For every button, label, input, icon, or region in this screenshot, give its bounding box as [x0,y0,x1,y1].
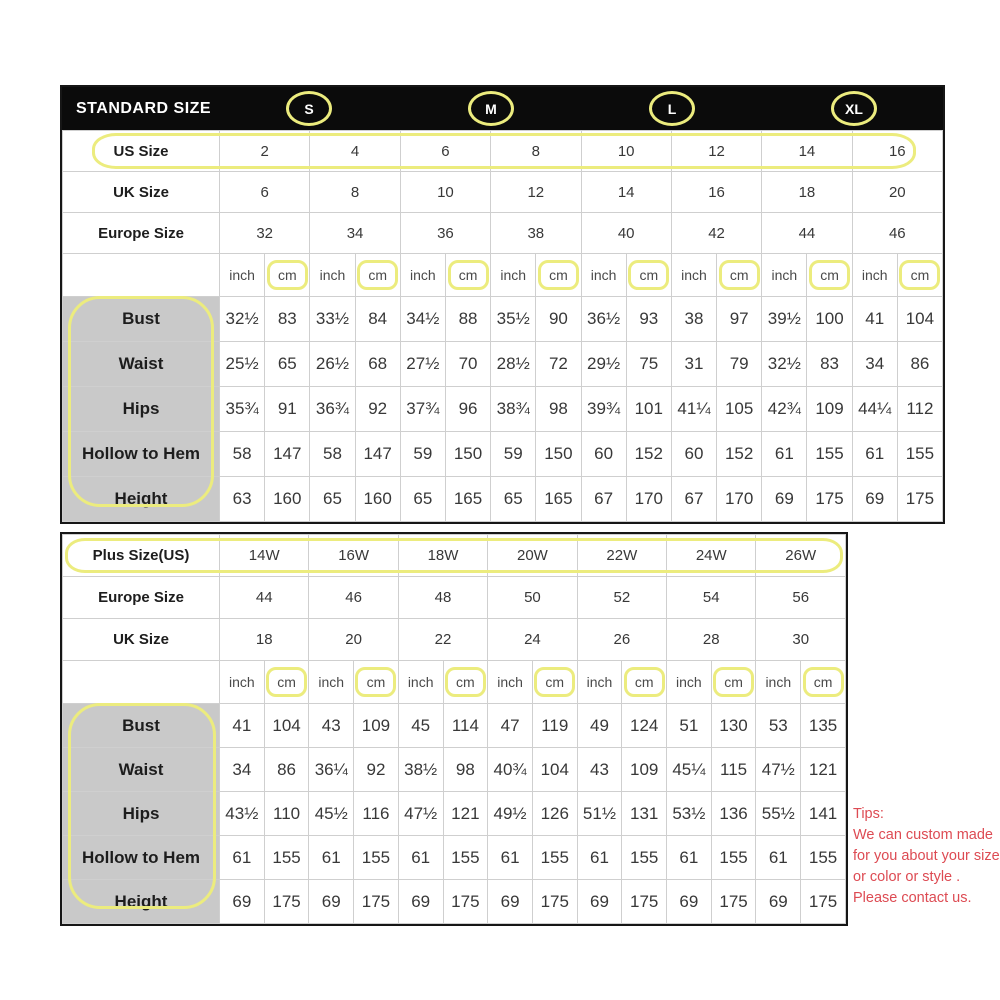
measure-value: 69 [762,477,807,522]
size-value: 20 [852,172,942,213]
measure-value: 70 [445,342,490,387]
measure-value: 147 [355,432,400,477]
size-value: 28 [667,619,756,661]
size-value: 6 [220,172,310,213]
cm-unit-cell [536,254,581,297]
measure-value: 175 [443,880,488,924]
cm-unit-cell [711,661,756,704]
measure-value: 47½ [756,748,801,792]
size-value: 44 [220,577,309,619]
cm-unit-cell [801,661,846,704]
measure-value: 170 [626,477,671,522]
measure-row-label: Hollow to Hem [63,836,220,880]
measure-value: 43 [309,704,354,748]
measure-value: 27½ [400,342,445,387]
measure-value: 36¾ [310,387,355,432]
measure-value: 175 [897,477,942,522]
measure-value: 155 [807,432,852,477]
measure-row-label: Hips [63,387,220,432]
measure-value: 109 [807,387,852,432]
measure-value: 124 [622,704,667,748]
inch-unit-cell: inch [491,254,536,297]
size-value: 56 [756,577,846,619]
measure-value: 47 [488,704,533,748]
inch-unit-cell: inch [220,254,265,297]
size-value: 22 [398,619,487,661]
inch-unit-cell: inch [762,254,807,297]
cm-highlight-box: cm [809,260,850,290]
size-value: 32 [220,213,310,254]
measure-value: 160 [265,477,310,522]
measure-row-label: Bust [63,297,220,342]
measure-value: 150 [445,432,490,477]
measure-value: 61 [577,836,622,880]
measure-value: 126 [532,792,577,836]
measure-value: 104 [897,297,942,342]
measure-value: 130 [711,704,756,748]
measure-row [63,836,846,880]
measure-row-label: Waist [63,748,220,792]
measure-value: 49 [577,704,622,748]
size-value: 8 [310,172,400,213]
size-value: 18W [398,535,487,577]
measure-value: 155 [354,836,399,880]
size-value: 24W [667,535,756,577]
size-value: 42 [671,213,761,254]
measure-value: 69 [220,880,265,924]
measure-row [63,477,943,522]
measure-value: 175 [807,477,852,522]
measure-value: 55½ [756,792,801,836]
measure-value: 92 [355,387,400,432]
measure-value: 104 [264,704,309,748]
cm-highlight-box: cm [713,667,754,697]
size-value: 4 [310,131,400,172]
measure-value: 90 [536,297,581,342]
measure-value: 175 [711,880,756,924]
measure-value: 165 [536,477,581,522]
cm-highlight-box: cm [445,667,486,697]
cm-unit-cell [626,254,671,297]
size-value: 12 [671,131,761,172]
measure-value: 32½ [220,297,265,342]
measure-value: 131 [622,792,667,836]
measure-value: 34 [220,748,265,792]
measure-value: 84 [355,297,400,342]
size-value: 46 [309,577,398,619]
measure-value: 35¾ [220,387,265,432]
measure-value: 61 [220,836,265,880]
measure-value: 115 [711,748,756,792]
measure-row [63,432,943,477]
size-value: 48 [398,577,487,619]
size-row [63,577,846,619]
measure-row [63,342,943,387]
cm-unit-cell [354,661,399,704]
measure-value: 155 [264,836,309,880]
measure-value: 49½ [488,792,533,836]
size-value: 16W [309,535,398,577]
size-value: 38 [491,213,581,254]
measure-value: 69 [756,880,801,924]
tips-title: Tips: [853,806,884,822]
size-value: 34 [310,213,400,254]
measure-value: 61 [667,836,712,880]
inch-unit-cell: inch [310,254,355,297]
measure-row-label: Hollow to Hem [63,432,220,477]
measure-value: 135 [801,704,846,748]
measure-value: 34½ [400,297,445,342]
size-value: 14 [581,172,671,213]
measure-value: 51 [667,704,712,748]
measure-value: 40¾ [488,748,533,792]
measure-value: 72 [536,342,581,387]
measure-value: 60 [671,432,716,477]
measure-value: 31 [671,342,716,387]
plus-size-table [60,532,848,926]
measure-value: 170 [717,477,762,522]
size-row-label: UK Size [63,619,220,661]
inch-unit-cell: inch [852,254,897,297]
inch-unit-cell: inch [581,254,626,297]
measure-value: 88 [445,297,490,342]
measure-row-label: Height [63,477,220,522]
measure-value: 86 [897,342,942,387]
measure-value: 42¾ [762,387,807,432]
measure-row [63,387,943,432]
size-row [63,619,846,661]
measure-value: 101 [626,387,671,432]
measure-value: 69 [852,477,897,522]
measure-value: 67 [581,477,626,522]
size-value: 30 [756,619,846,661]
inch-unit-cell: inch [667,661,712,704]
measure-value: 39½ [762,297,807,342]
measure-value: 136 [711,792,756,836]
cm-highlight-box: cm [538,260,579,290]
measure-row [63,297,943,342]
measure-value: 69 [667,880,712,924]
measure-value: 65 [310,477,355,522]
measure-value: 92 [354,748,399,792]
measure-value: 39¾ [581,387,626,432]
measure-value: 79 [717,342,762,387]
measure-value: 152 [626,432,671,477]
measure-value: 26½ [310,342,355,387]
tips-line-4: Please contact us. [853,890,972,907]
cm-unit-cell [445,254,490,297]
unit-row-label-empty [63,661,220,704]
measure-value: 175 [264,880,309,924]
cm-highlight-box: cm [266,667,307,697]
tips-line-2: for you about your size [853,848,1000,865]
cm-highlight-box: cm [628,260,669,290]
measure-value: 155 [532,836,577,880]
size-value: 44 [762,213,852,254]
size-row-label: Europe Size [63,577,220,619]
unit-row-label-empty [63,254,220,297]
measure-value: 116 [354,792,399,836]
measure-row [63,748,846,792]
size-row-label: Plus Size(US) [63,535,220,577]
measure-value: 43 [577,748,622,792]
size-value: 14W [220,535,309,577]
measure-value: 93 [626,297,671,342]
size-value: 54 [667,577,756,619]
measure-value: 69 [309,880,354,924]
measure-value: 61 [762,432,807,477]
cm-unit-cell [443,661,488,704]
size-row-label: Europe Size [63,213,220,254]
measure-value: 155 [801,836,846,880]
measure-value: 110 [264,792,309,836]
measure-value: 114 [443,704,488,748]
measure-value: 41 [852,297,897,342]
cm-highlight-box: cm [448,260,489,290]
size-row [63,172,943,213]
measure-value: 34 [852,342,897,387]
size-row-label: US Size [63,131,220,172]
size-value: 18 [220,619,309,661]
cm-highlight-box: cm [355,667,396,697]
measure-value: 160 [355,477,400,522]
unit-row [63,254,943,297]
measure-value: 68 [355,342,400,387]
measure-value: 61 [756,836,801,880]
measure-value: 112 [897,387,942,432]
measure-value: 38 [671,297,716,342]
measure-value: 43½ [220,792,265,836]
size-value: 46 [852,213,942,254]
cm-highlight-box: cm [534,667,575,697]
size-value: 12 [491,172,581,213]
size-value: 20W [488,535,577,577]
cm-unit-cell [897,254,942,297]
cm-highlight-box: cm [899,260,940,290]
measure-value: 47½ [398,792,443,836]
measure-value: 155 [443,836,488,880]
measure-value: 35½ [491,297,536,342]
measure-value: 69 [577,880,622,924]
inch-unit-cell: inch [309,661,354,704]
size-value: 16 [671,172,761,213]
measure-value: 38¾ [491,387,536,432]
size-value: 20 [309,619,398,661]
cm-highlight-box: cm [719,260,760,290]
measure-value: 59 [400,432,445,477]
measure-value: 33½ [310,297,355,342]
cm-unit-cell [264,661,309,704]
inch-unit-cell: inch [220,661,265,704]
inch-unit-cell: inch [577,661,622,704]
cm-highlight-box: cm [267,260,308,290]
measure-value: 109 [354,704,399,748]
measure-value: 97 [717,297,762,342]
size-badge-m: M [468,91,514,126]
size-value: 10 [400,172,490,213]
measure-value: 61 [398,836,443,880]
cm-highlight-box: cm [803,667,844,697]
measure-value: 98 [536,387,581,432]
size-badge-xl: XL [831,91,877,126]
measure-value: 61 [488,836,533,880]
measure-value: 58 [220,432,265,477]
size-row [63,131,943,172]
measure-value: 150 [536,432,581,477]
measure-value: 83 [265,297,310,342]
cm-unit-cell [532,661,577,704]
size-value: 18 [762,172,852,213]
measure-value: 155 [622,836,667,880]
size-value: 24 [488,619,577,661]
measure-value: 91 [265,387,310,432]
measure-value: 44¼ [852,387,897,432]
inch-unit-cell: inch [488,661,533,704]
size-value: 10 [581,131,671,172]
measure-value: 147 [265,432,310,477]
size-value: 50 [488,577,577,619]
measure-value: 83 [807,342,852,387]
custom-tips-note [853,804,1000,909]
measure-value: 155 [897,432,942,477]
measure-value: 100 [807,297,852,342]
measure-value: 98 [443,748,488,792]
standard-size-title: STANDARD SIZE [76,99,212,117]
measure-row [63,880,846,924]
size-value: 36 [400,213,490,254]
measure-value: 175 [801,880,846,924]
measure-row-label: Waist [63,342,220,387]
measure-value: 36¼ [309,748,354,792]
cm-unit-cell [717,254,762,297]
standard-size-header [62,87,943,130]
measure-value: 28½ [491,342,536,387]
measure-value: 121 [801,748,846,792]
measure-value: 67 [671,477,716,522]
measure-row [63,792,846,836]
measure-value: 65 [265,342,310,387]
cm-unit-cell [807,254,852,297]
measure-value: 25½ [220,342,265,387]
measure-value: 60 [581,432,626,477]
inch-unit-cell: inch [756,661,801,704]
tips-line-3: or color or style . [853,869,961,886]
cm-unit-cell [265,254,310,297]
measure-value: 86 [264,748,309,792]
measure-value: 32½ [762,342,807,387]
size-badge-l: L [649,91,695,126]
measure-value: 41¼ [671,387,716,432]
size-value: 52 [577,577,666,619]
measure-row [63,704,846,748]
measure-row-label: Bust [63,704,220,748]
measure-value: 175 [532,880,577,924]
measure-value: 69 [488,880,533,924]
measure-value: 53 [756,704,801,748]
measure-value: 38½ [398,748,443,792]
size-value: 8 [491,131,581,172]
cm-highlight-box: cm [357,260,398,290]
measure-value: 45¼ [667,748,712,792]
measure-value: 41 [220,704,265,748]
size-value: 14 [762,131,852,172]
measure-value: 36½ [581,297,626,342]
measure-value: 61 [852,432,897,477]
measure-value: 45½ [309,792,354,836]
size-badge-s: S [286,91,332,126]
measure-value: 104 [532,748,577,792]
size-row [63,213,943,254]
size-row [63,535,846,577]
measure-value: 45 [398,704,443,748]
cm-unit-cell [355,254,400,297]
measure-value: 105 [717,387,762,432]
size-value: 6 [400,131,490,172]
measure-row-label: Height [63,880,220,924]
size-value: 26 [577,619,666,661]
measure-value: 58 [310,432,355,477]
size-value: 16 [852,131,942,172]
measure-value: 175 [354,880,399,924]
inch-unit-cell: inch [400,254,445,297]
measure-value: 29½ [581,342,626,387]
measure-value: 37¾ [400,387,445,432]
measure-value: 152 [717,432,762,477]
measure-value: 96 [445,387,490,432]
tips-line-1: We can custom made [853,827,993,844]
measure-value: 155 [711,836,756,880]
measure-value: 165 [445,477,490,522]
measure-value: 51½ [577,792,622,836]
size-value: 40 [581,213,671,254]
measure-value: 119 [532,704,577,748]
measure-value: 175 [622,880,667,924]
cm-unit-cell [622,661,667,704]
size-value: 2 [220,131,310,172]
measure-value: 109 [622,748,667,792]
cm-highlight-box: cm [624,667,665,697]
measure-value: 69 [398,880,443,924]
measure-value: 141 [801,792,846,836]
measure-value: 59 [491,432,536,477]
measure-value: 121 [443,792,488,836]
size-row-label: UK Size [63,172,220,213]
plus-size-grid [62,534,846,924]
measure-row-label: Hips [63,792,220,836]
measure-value: 65 [400,477,445,522]
standard-size-table [60,85,945,524]
measure-value: 63 [220,477,265,522]
inch-unit-cell: inch [398,661,443,704]
inch-unit-cell: inch [671,254,716,297]
measure-value: 61 [309,836,354,880]
measure-value: 75 [626,342,671,387]
standard-size-grid [62,130,943,522]
unit-row [63,661,846,704]
size-value: 26W [756,535,846,577]
size-value: 22W [577,535,666,577]
measure-value: 53½ [667,792,712,836]
measure-value: 65 [491,477,536,522]
